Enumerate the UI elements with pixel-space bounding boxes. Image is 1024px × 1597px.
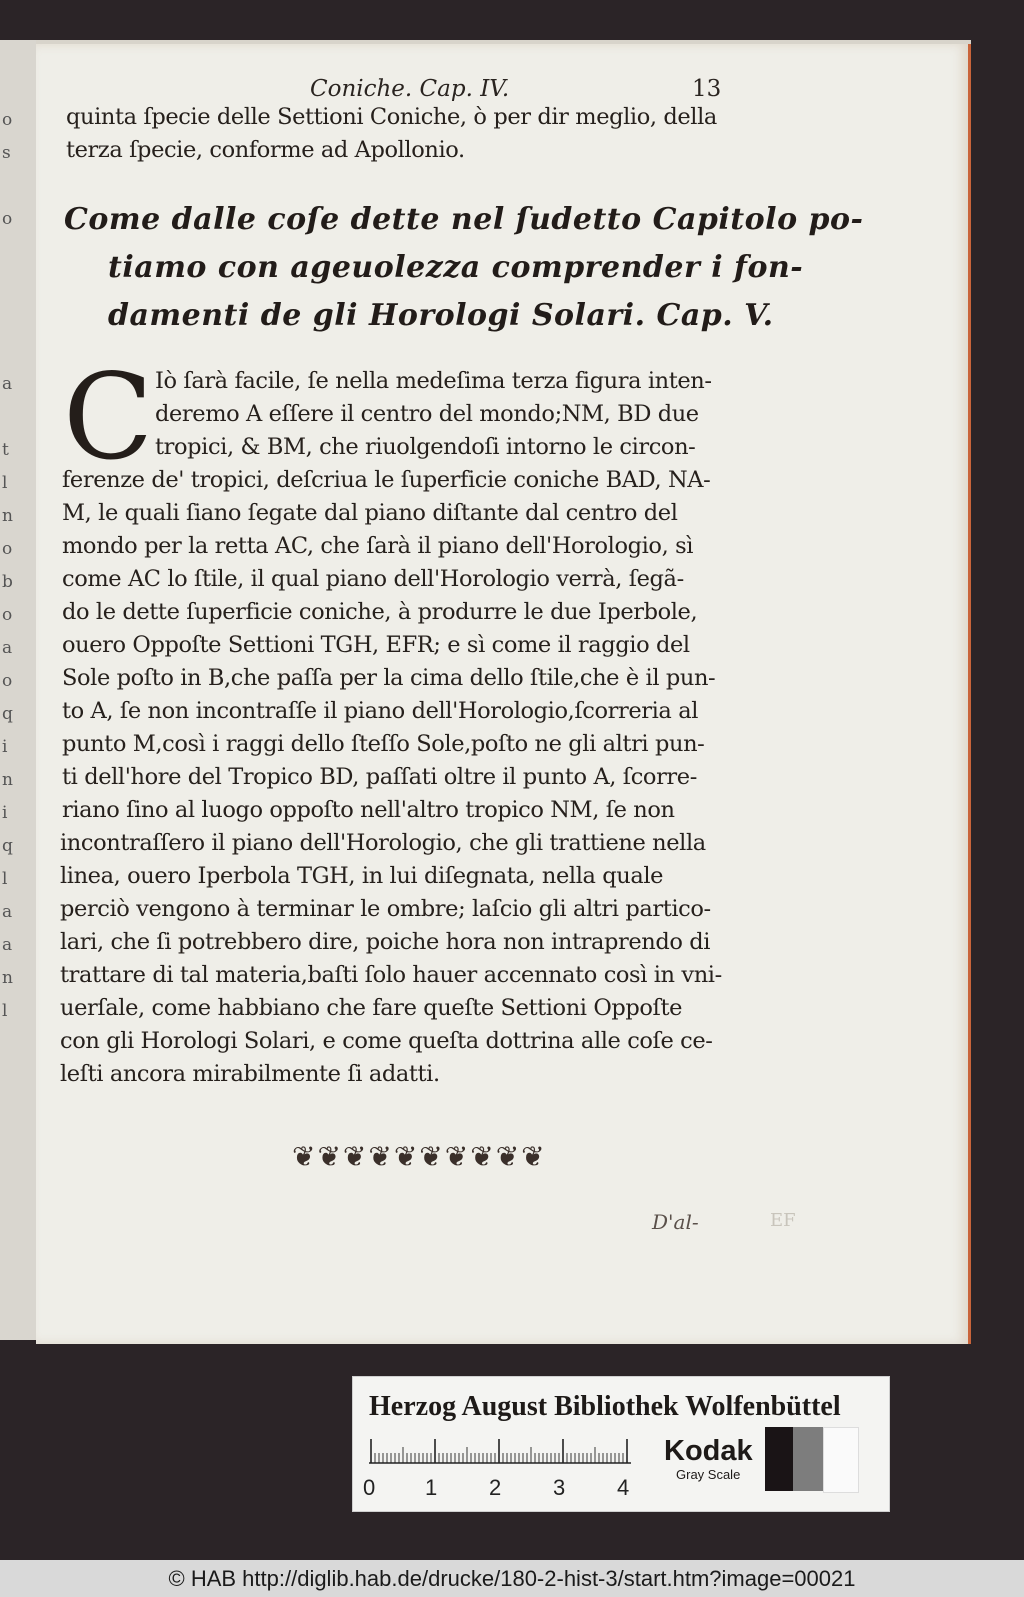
body-line: trattare di tal materia,baſti ſolo hauer accennato così in vni-: [60, 962, 722, 988]
body-line: ti dell'hore del Tropico BD, paſſati oltre il punto A, ſcorre-: [62, 764, 697, 790]
body-line: incontraſſero il piano dell'Horologio, che gli trattiene nella: [60, 830, 706, 856]
intro-line: terza ſpecie, conforme ad Apollonio.: [66, 137, 465, 163]
library-name: Herzog August Bibliothek Wolfenbüttel: [369, 1391, 841, 1422]
ruler-number: 3: [553, 1475, 566, 1500]
body-line: Iò ſarà facile, ſe nella medeſima terza figura inten-: [155, 368, 712, 394]
gray-swatch: [793, 1427, 823, 1491]
body-line: punto M,così i raggi dello ſteſſo Sole,poſto ne gli altri pun-: [62, 731, 705, 757]
facing-page-letter: o: [2, 209, 13, 229]
facing-page-letter: a: [2, 374, 13, 394]
body-line: uerſale, come habbiano che fare queſte Settioni Oppoſte: [60, 995, 683, 1021]
intro-line: quinta ſpecie delle Settioni Coniche, ò per dir meglio, della: [66, 104, 717, 130]
facing-page-letter: i: [2, 737, 8, 757]
show-through-text: EF: [770, 1210, 796, 1231]
facing-page-letter: q: [2, 704, 13, 724]
chapter-heading: damenti de gli Horologi Solari. Cap. V.: [108, 298, 774, 333]
body-line: to A, ſe non incontraſſe il piano dell'Horologio,ſcorreria al: [62, 698, 699, 724]
body-line: Sole poſto in B,che paſſa per la cima dello ſtile,che è il pun-: [62, 665, 716, 691]
chapter-heading: Come dalle coſe dette nel ſudetto Capitolo po-: [64, 202, 864, 237]
printer-ornament: ❦❦❦❦❦❦❦❦❦❦: [292, 1140, 547, 1173]
body-line: mondo per la retta AC, che ſarà il piano dell'Horologio, sì: [62, 533, 694, 559]
running-head: Coniche. Cap. IV.: [310, 76, 510, 102]
ruler-number: 1: [425, 1475, 438, 1500]
body-line: tropici, & BM, che riuolgendoſi intorno le circon-: [155, 434, 696, 460]
ruler-number: 2: [489, 1475, 502, 1500]
body-line: come AC lo ſtile, il qual piano dell'Horologio verrà, ſegã-: [62, 566, 684, 592]
ruler-scale: [369, 1435, 639, 1467]
facing-page-letter: t: [2, 440, 9, 460]
facing-page-edge: [0, 40, 38, 1340]
body-line: leſti ancora mirabilmente ſi adatti.: [60, 1061, 440, 1087]
facing-page-letter: b: [2, 572, 13, 592]
page-number: 13: [692, 76, 722, 102]
facing-page-letter: i: [2, 803, 8, 823]
body-line: con gli Horologi Solari, e come queſta dottrina alle coſe ce-: [60, 1028, 713, 1054]
facing-page-letter: o: [2, 110, 13, 130]
ruler-number: 0: [363, 1475, 376, 1500]
kodak-logo: Kodak: [664, 1435, 753, 1467]
chapter-heading: tiamo con ageuolezza comprender i fon-: [108, 250, 804, 285]
drop-cap: C: [63, 348, 154, 486]
facing-page-letter: a: [2, 902, 13, 922]
body-line: deremo A eſſere il centro del mondo;NM, BD due: [155, 401, 699, 427]
color-reference-card: [352, 1376, 890, 1512]
facing-page-letter: o: [2, 671, 13, 691]
body-line: linea, ouero Iperbola TGH, in lui diſegnata, nella quale: [60, 863, 664, 889]
facing-page-letter: n: [2, 506, 13, 526]
facing-page-letter: l: [2, 473, 8, 493]
facing-page-letter: l: [2, 1001, 8, 1021]
body-line: perciò vengono à terminar le ombre; laſcio gli altri partico-: [60, 896, 711, 922]
facing-page-letter: s: [2, 143, 11, 163]
catchword: D'al-: [652, 1210, 699, 1234]
footer-credit: © HAB http://diglib.hab.de/drucke/180-2-hist-3/start.htm?image=00021: [0, 1560, 1024, 1597]
black-swatch: [765, 1427, 793, 1491]
white-swatch: [823, 1427, 859, 1493]
facing-page-letter: a: [2, 638, 13, 658]
body-line: lari, che ſi potrebbero dire, poiche hora non intraprendo di: [60, 929, 711, 955]
body-line: do le dette ſuperficie coniche, à produrre le due Iperbole,: [62, 599, 698, 625]
facing-page-letter: l: [2, 869, 8, 889]
body-line: riano ſino al luogo oppoſto nell'altro tropico NM, ſe non: [62, 797, 675, 823]
gray-scale-label: Gray Scale: [676, 1467, 741, 1482]
facing-page-letter: o: [2, 605, 13, 625]
body-line: ouero Oppoſte Settioni TGH, EFR; e sì come il raggio del: [62, 632, 690, 658]
facing-page-letter: o: [2, 539, 13, 559]
facing-page-letter: n: [2, 968, 13, 988]
body-line: ferenze de' tropici, deſcriua le ſuperficie coniche BAD, NA-: [62, 467, 711, 493]
facing-page-letter: a: [2, 935, 13, 955]
body-line: M, le quali ſiano ſegate dal piano diſtante dal centro del: [62, 500, 678, 526]
facing-page-letter: q: [2, 836, 13, 856]
ruler-number: 4: [617, 1475, 630, 1500]
facing-page-letter: n: [2, 770, 13, 790]
